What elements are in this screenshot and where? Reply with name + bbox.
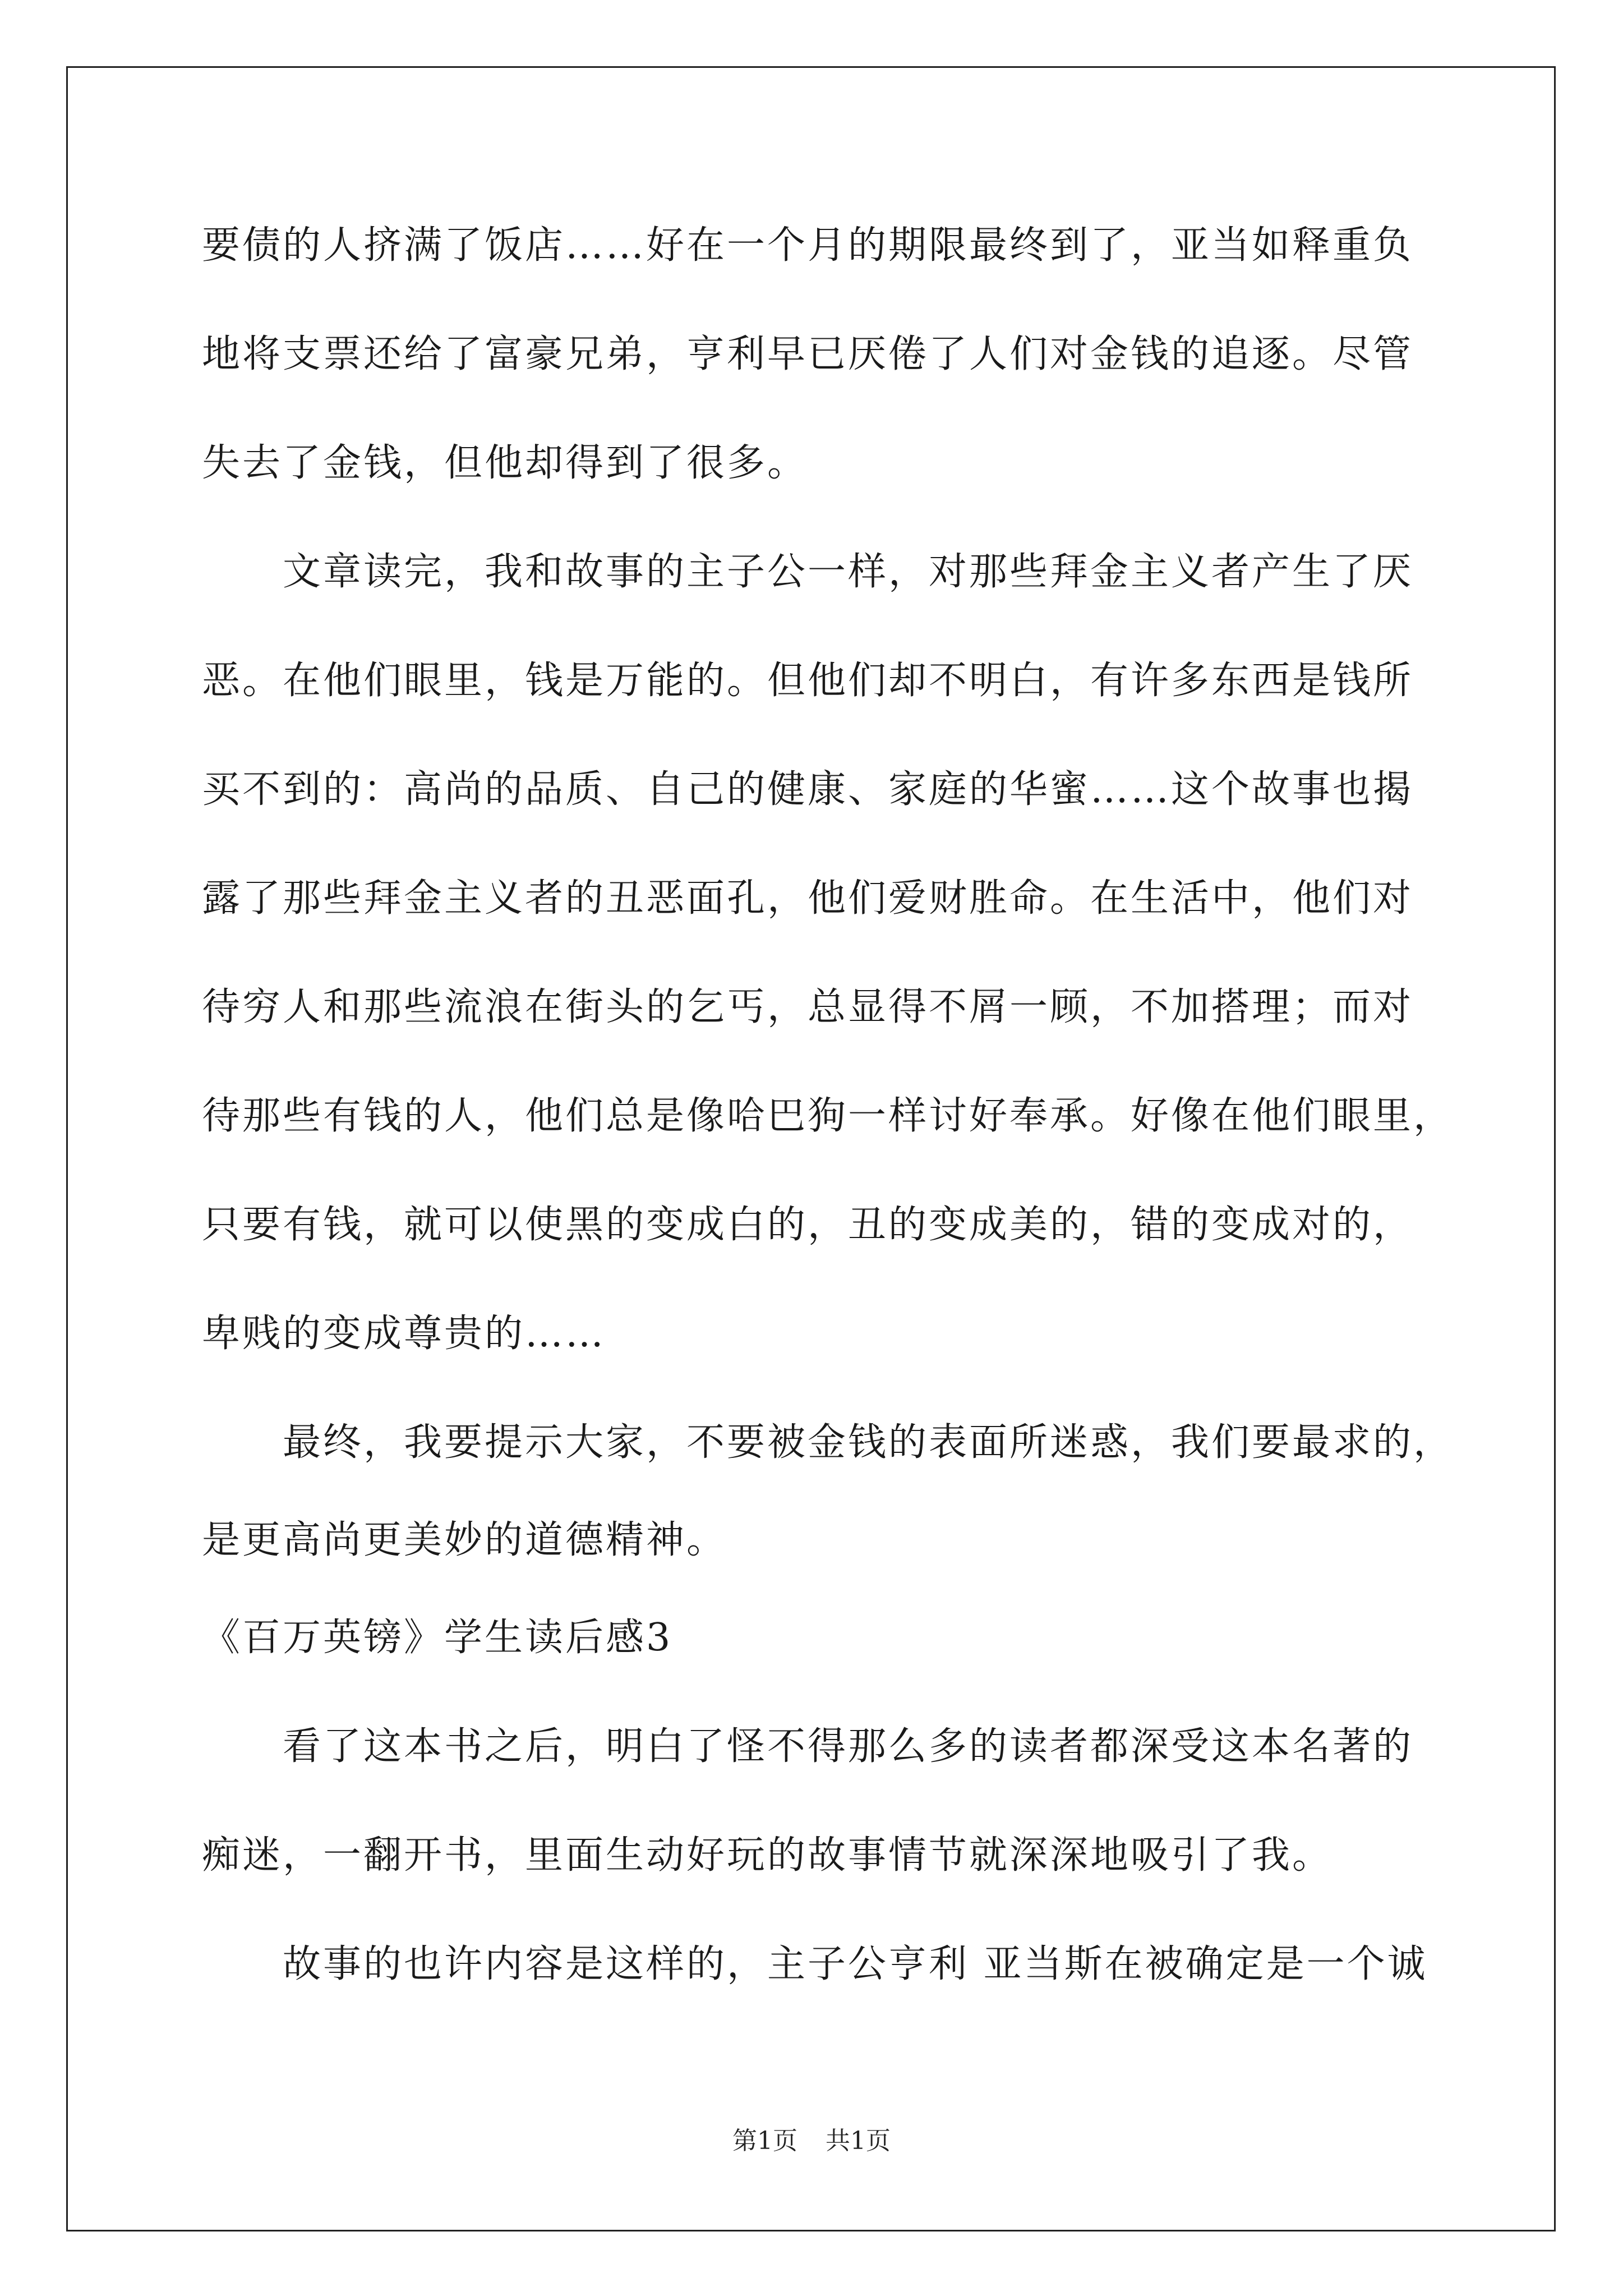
text-line-15: 看了这本书之后，明白了怪不得那么多的读者都深受这本名著的: [202, 1724, 1414, 1769]
page-footer: [0, 2120, 1623, 2156]
text-line-16: 痴迷，一翻开书，里面生动好玩的故事情节就深深地吸引了我。: [202, 1833, 1333, 1878]
text-line-9: 待那些有钱的人，他们总是像哈巴狗一样讨好奉承。好像在他们眼里，: [202, 1094, 1454, 1138]
text-line-12: 最终，我要提示大家，不要被金钱的表面所迷惑，我们要最求的，: [202, 1420, 1454, 1465]
text-line-13: 是更高尚更美妙的道德精神。: [202, 1518, 727, 1562]
text-line-11: 卑贱的变成尊贵的……: [202, 1312, 606, 1356]
text-line-8: 待穷人和那些流浪在街头的乞丐，总显得不屑一顾，不加搭理；而对: [202, 985, 1414, 1029]
page-number: 第1页: [732, 2127, 797, 2155]
text-line-17: 故事的也许内容是这样的，主子公亨利 亚当斯在被确定是一个诚: [202, 1942, 1428, 1986]
page-border: [66, 66, 1556, 2231]
text-line-5: 恶。在他们眼里，钱是万能的。但他们却不明白，有许多东西是钱所: [202, 659, 1414, 703]
text-line-7: 露了那些拜金主义者的丑恶面孔，他们爱财胜命。在生活中，他们对: [202, 876, 1414, 921]
text-line-10: 只要有钱，就可以使黑的变成白的，丑的变成美的，错的变成对的，: [202, 1203, 1414, 1247]
section-heading: 《百万英镑》学生读后感3: [202, 1616, 673, 1660]
text-line-6: 买不到的：高尚的品质、自己的健康、家庭的华蜜……这个故事也揭: [202, 767, 1414, 812]
text-line-4: 文章读完，我和故事的主子公一样，对那些拜金主义者产生了厌: [202, 550, 1414, 594]
text-line-2: 地将支票还给了富豪兄弟，亨利早已厌倦了人们对金钱的追逐。尽管: [202, 332, 1414, 376]
text-line-1: 要债的人挤满了饭店……好在一个月的期限最终到了，亚当如释重负: [202, 223, 1414, 268]
text-line-3: 失去了金钱，但他却得到了很多。: [202, 441, 808, 485]
page-total: 共1页: [826, 2127, 891, 2155]
